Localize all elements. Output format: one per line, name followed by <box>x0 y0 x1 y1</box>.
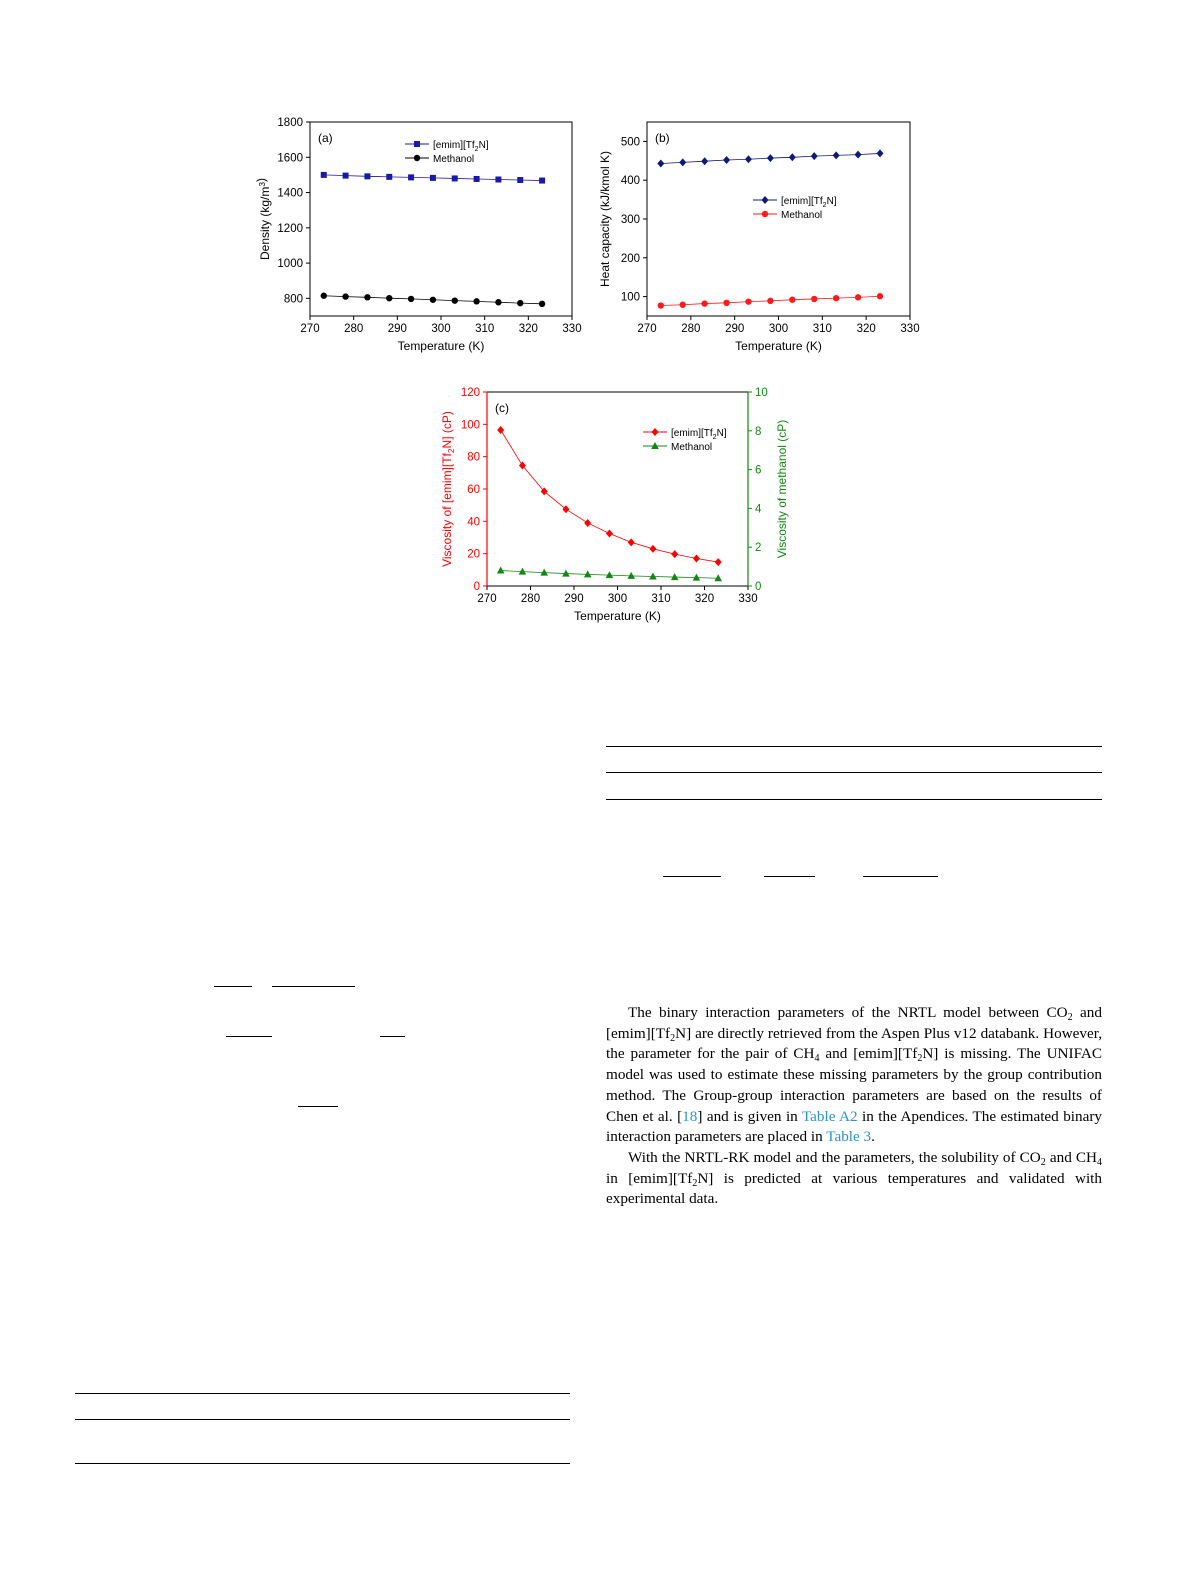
x-tick-label: 310 <box>475 323 495 335</box>
fraction-bar <box>214 986 252 987</box>
data-point <box>430 175 436 181</box>
data-point <box>584 570 592 577</box>
y-right-tick-label: 0 <box>755 581 762 593</box>
y-tick-label: 120 <box>460 387 480 399</box>
data-point <box>877 293 883 299</box>
data-point <box>386 295 392 301</box>
x-tick-label: 320 <box>856 323 876 335</box>
fraction-bar <box>663 876 721 877</box>
x-tick-label: 330 <box>900 323 920 335</box>
data-point <box>628 538 635 546</box>
viscosity-chart <box>425 380 805 635</box>
x-tick-label: 310 <box>812 323 832 335</box>
fraction-bar <box>226 1036 272 1037</box>
x-tick-label: 290 <box>387 323 407 335</box>
body-text <box>606 1003 1102 1210</box>
legend-label: $[emim][Tf_2N]$ <box>433 140 489 153</box>
table-rule-mid <box>75 1419 570 1420</box>
data-point <box>430 297 436 303</box>
y-tick-label: 0 <box>473 581 480 593</box>
data-point <box>539 301 545 307</box>
data-point <box>762 196 769 204</box>
data-point <box>701 300 707 306</box>
x-tick-label: 300 <box>431 323 451 335</box>
data-point <box>649 572 657 579</box>
y-right-tick-label: 6 <box>755 464 762 477</box>
data-point <box>539 178 545 184</box>
data-point <box>693 574 701 581</box>
data-point <box>364 173 370 179</box>
data-point <box>321 293 327 299</box>
table-rule-bottom <box>606 799 1102 800</box>
table-rule-top <box>75 1393 570 1394</box>
data-point <box>474 176 480 182</box>
data-point <box>364 294 370 300</box>
data-point <box>658 302 664 308</box>
heat-capacity-chart <box>595 108 940 358</box>
x-tick-label: 280 <box>520 593 541 605</box>
plot-frame <box>487 392 748 586</box>
data-point <box>584 519 591 527</box>
panel-label: (b) <box>655 131 670 145</box>
fraction-bar <box>863 876 938 877</box>
x-tick-label: 330 <box>562 323 582 335</box>
data-point <box>452 175 458 181</box>
data-point <box>495 299 501 305</box>
data-point <box>497 426 504 434</box>
y-tick-label: 1400 <box>277 187 303 200</box>
table-rule-bottom <box>75 1463 570 1464</box>
data-point <box>627 572 635 579</box>
y-tick-label: 1000 <box>277 258 303 271</box>
y-right-tick-label: 8 <box>755 425 762 438</box>
legend-label: Methanol <box>433 154 475 165</box>
x-axis-label: Temperature (K) <box>574 609 661 623</box>
data-point <box>723 300 729 306</box>
x-tick-label: 310 <box>651 593 671 605</box>
y-tick-label: 400 <box>620 175 640 188</box>
data-point <box>408 174 414 180</box>
data-point <box>789 153 796 161</box>
data-point <box>321 172 327 178</box>
y-tick-label: 100 <box>460 419 480 432</box>
panel-label: (a) <box>318 131 333 145</box>
data-point <box>767 154 774 162</box>
y-tick-label: 80 <box>467 451 480 464</box>
table-rule-top <box>606 746 1102 747</box>
table-a2-link[interactable]: Table A2 <box>801 1107 858 1125</box>
y-tick-label: 100 <box>620 291 640 304</box>
y-tick-label: 20 <box>467 548 480 561</box>
y-axis-label: Density $(kg/m^3)$ <box>254 177 272 261</box>
data-point <box>762 211 768 217</box>
data-point <box>495 176 501 182</box>
data-point <box>562 505 569 513</box>
data-point <box>789 297 795 303</box>
x-tick-label: 270 <box>300 323 320 335</box>
fraction-bar <box>272 986 355 987</box>
x-tick-label: 320 <box>518 323 538 335</box>
fraction-bar <box>380 1036 405 1037</box>
data-point <box>811 152 818 160</box>
data-point <box>671 550 678 558</box>
data-point <box>876 149 883 157</box>
data-point <box>414 141 420 147</box>
data-point <box>473 298 479 304</box>
plot-frame <box>310 122 572 316</box>
x-tick-label: 270 <box>477 593 497 605</box>
table-rule-mid <box>606 772 1102 773</box>
x-tick-label: 290 <box>564 593 584 605</box>
data-point <box>811 296 817 302</box>
y-tick-label: 40 <box>467 516 480 529</box>
x-axis-label: Temperature (K) <box>397 339 485 353</box>
y-tick-label: 1600 <box>277 152 303 165</box>
data-point <box>657 160 664 168</box>
data-point <box>745 155 752 163</box>
data-point <box>671 573 679 580</box>
data-point <box>343 173 349 179</box>
reference-link[interactable]: 18 <box>682 1107 698 1125</box>
legend-label: Methanol <box>671 442 713 453</box>
y-tick-label: 800 <box>283 293 303 306</box>
table-3-link[interactable]: Table 3 <box>826 1128 872 1146</box>
data-point <box>745 298 751 304</box>
data-point <box>715 558 722 566</box>
x-tick-label: 290 <box>725 323 745 335</box>
data-point <box>606 529 613 537</box>
y-tick-label: 500 <box>620 136 640 149</box>
data-point <box>517 177 523 183</box>
data-point <box>693 555 700 563</box>
plot-frame <box>647 122 910 316</box>
data-point <box>414 155 420 161</box>
y-tick-label: 1800 <box>277 117 303 129</box>
y-right-tick-label: 10 <box>755 387 768 399</box>
legend-label: $[emim][Tf_2N]$ <box>781 196 837 209</box>
data-point <box>855 294 861 300</box>
data-point <box>342 293 348 299</box>
fraction-bar <box>764 876 815 877</box>
x-tick-label: 280 <box>681 323 701 335</box>
data-point <box>517 300 523 306</box>
y-tick-label: 200 <box>620 252 640 265</box>
data-point <box>606 571 614 578</box>
data-point <box>767 298 773 304</box>
data-point <box>649 545 656 553</box>
data-point <box>701 157 708 165</box>
y-right-tick-label: 4 <box>755 503 762 516</box>
data-point <box>833 151 840 159</box>
density-chart <box>250 108 595 358</box>
paragraph: With the NRTL-RK model and the parameters, the solubility of $CO_2$ and $CH_4$ in $[emim][Tf_2N]$ is predicted at various temperatures and validated with experimental data. <box>606 1148 1102 1208</box>
data-point <box>855 151 862 159</box>
y-tick-label: 1200 <box>277 222 303 235</box>
fraction-bar <box>298 1106 338 1107</box>
data-point <box>680 302 686 308</box>
x-tick-label: 320 <box>694 593 715 605</box>
x-tick-label: 330 <box>738 593 758 605</box>
legend-label: $[emim][Tf_2N]$ <box>671 428 727 441</box>
y-right-tick-label: 2 <box>755 542 762 555</box>
y-right-axis-label: Viscosity of methanol (cP) <box>775 419 789 559</box>
data-point <box>652 428 659 436</box>
x-tick-label: 270 <box>637 323 657 335</box>
x-tick-label: 300 <box>768 323 789 335</box>
data-point <box>452 297 458 303</box>
x-tick-label: 280 <box>344 323 364 335</box>
y-axis-label: Viscosity of $[emim][Tf_2N]$ (cP) <box>440 411 456 567</box>
legend-label: Methanol <box>781 210 823 221</box>
data-point <box>679 158 686 166</box>
data-point <box>723 156 730 164</box>
panel-label: (c) <box>495 401 509 415</box>
data-point <box>497 566 505 573</box>
x-tick-label: 300 <box>607 593 628 605</box>
data-point <box>714 574 722 581</box>
y-tick-label: 300 <box>620 214 640 226</box>
y-axis-label: Heat capacity (kJ/kmol K) <box>598 150 612 288</box>
x-axis-label: Temperature (K) <box>735 339 822 353</box>
data-point <box>833 295 839 301</box>
data-point <box>386 174 392 180</box>
data-point <box>408 296 414 302</box>
y-tick-label: 60 <box>467 484 480 496</box>
paragraph: The binary interaction parameters of the NRTL model between $CO_2$ and $[emim][Tf_2N]$ are directly retrieved from the Aspen Plus v12 databank. However, the parameter for the pair of $CH_4$ and $[emim][Tf_2N]$ is missing. The UNIFAC model was used to estimate these missing parameters by the group contribution method. The Group-group interaction parameters are based on the results of Chen et al. [18] and is given in Table A2 in the Apendices. The estimated binary interaction parameters are placed in Table 3. <box>606 1004 1102 1146</box>
